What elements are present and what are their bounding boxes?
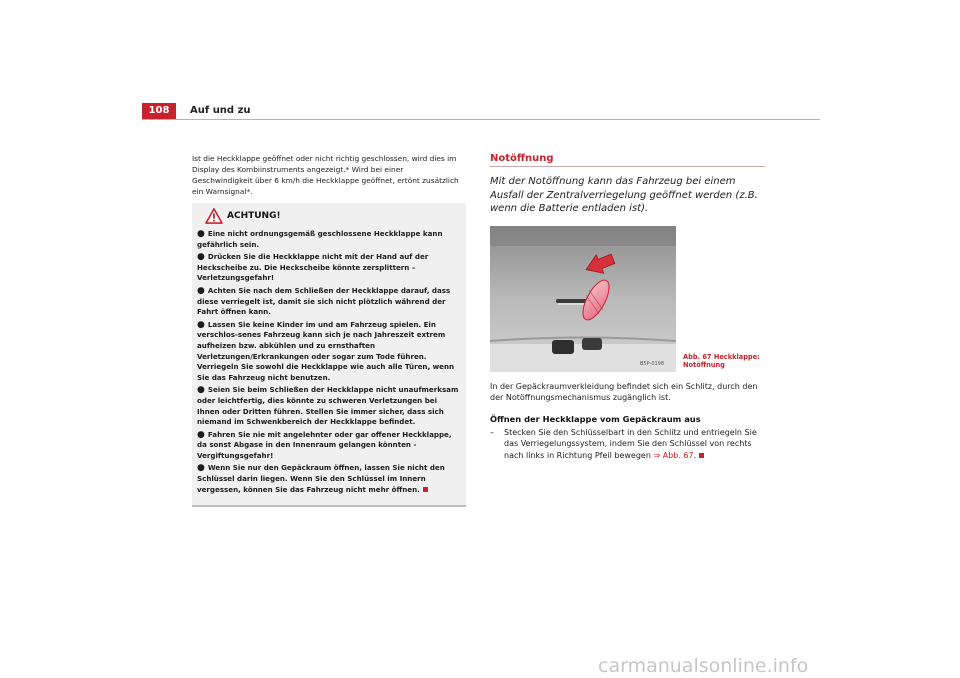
bullet-icon: ● <box>197 229 205 239</box>
bullet-icon: ● <box>197 385 205 396</box>
figure-reference-link[interactable]: ⇒ Abb. 67 <box>653 450 694 460</box>
warning-item: ● Achten Sie nach dem Schließen der Heckklappe darauf, dass diese verriegelt ist, damit sie sich nicht plötzlich während der Fahrt öffnen kann. <box>197 285 451 317</box>
bullet-icon: ● <box>197 429 205 440</box>
latch-hook <box>582 338 602 350</box>
section-subtitle: Mit der Notöffnung kann das Fahrzeug bei einem Ausfall der Zentralverriegelung geöffnet werden (z.B. wenn die Batterie entladen ist). <box>490 176 758 214</box>
warning-item: ● Lassen Sie keine Kinder im und am Fahrzeug spielen. Ein verschlos-senes Fahrzeug kann sich je nach Jahreszeit extrem aufheizen bzw. abkühlen und zu ernsthaften Verletzungen/Erkrankungen oder sogar zum Tode führen. Verriegeln Sie sowohl die Heckklappe wie auch alle Türen, wenn Sie das Fahrzeug nicht benutzen. <box>197 319 455 382</box>
warning-triangle-icon <box>205 208 223 224</box>
watermark: carmanualsonline.info <box>598 655 809 677</box>
figure-emergency-release <box>490 226 676 372</box>
trunk-lining-illustration <box>490 226 676 372</box>
figure-area <box>490 226 765 372</box>
body-paragraph: In der Gepäckraumverkleidung befindet sich ein Schlitz, durch den der Notöffnungsmechanismus zugänglich ist. <box>490 381 758 402</box>
left-column <box>192 153 466 507</box>
figure-caption: Abb. 67 Heckklappe: Notöffnung <box>683 352 760 369</box>
chapter-title: Auf und zu <box>190 105 251 116</box>
warning-box <box>192 203 466 507</box>
right-column <box>490 153 765 461</box>
warning-title: ACHTUNG! <box>227 211 281 221</box>
warning-item: ● Eine nicht ordnungsgemäß geschlossene Heckklappe kann gefährlich sein. <box>197 229 443 249</box>
latch-hook <box>552 340 574 354</box>
bullet-icon: ● <box>197 285 205 296</box>
figure-code: B5P-0198 <box>640 360 665 367</box>
warning-header <box>205 207 461 225</box>
warning-item: ● Seien Sie beim Schließen der Heckklappe nicht unaufmerksam oder leichtfertig, dies könnte zu schweren Verletzungen bei Ihnen oder Dritten führen. Stellen Sie immer sicher, dass sich niemand im Schwenkbereich der Heckklappe befindet. <box>197 385 459 427</box>
sub-heading: Öffnen der Heckklappe vom Gepäckraum aus <box>490 413 701 424</box>
bullet-icon: ● <box>197 252 205 263</box>
page-number: 108 <box>142 103 176 119</box>
warning-item: ● Drücken Sie die Heckklappe nicht mit der Hand auf der Heckscheibe zu. Die Heckscheibe könnte zersplittern – Verletzungsgefahr! <box>197 252 429 283</box>
step-dash: – <box>490 427 494 437</box>
bullet-icon: ● <box>197 463 205 474</box>
section-end-icon <box>423 487 428 492</box>
instruction-step <box>490 427 765 462</box>
page-header <box>142 103 820 120</box>
warning-item: ● Fahren Sie nie mit angelehnter oder gar offener Heckklappe, da sonst Abgase in den Innenraum gelangen könnten - Vergiftungsgefahr! <box>197 429 452 460</box>
section-end-icon <box>699 453 704 458</box>
intro-paragraph: Ist die Heckklappe geöffnet oder nicht richtig geschlossen, wird dies im Display des Kombiinstruments angezeigt.* Wird bei einer Geschwindigkeit über 6 km/h die Heckklappe geöffnet, ertönt zusätzlich ein Warnsignal*. <box>192 154 459 196</box>
section-title: Notöffnung <box>490 153 765 167</box>
bullet-icon: ● <box>197 319 205 330</box>
warning-item: ● Wenn Sie nur den Gepäckraum öffnen, lassen Sie nicht den Schlüssel darin liegen. Wenn Sie den Schlüssel im Innern vergessen, können Sie das Fahrzeug nicht mehr öffnen. <box>197 463 445 494</box>
step-text-block: Stecken Sie den Schlüsselbart in den Schlitz und entriegeln Sie das Verriegelungssystem, indem Sie den Schlüssel von rechts nach links in Richtung Pfeil bewegen ⇒ Abb. 67. <box>504 427 757 460</box>
